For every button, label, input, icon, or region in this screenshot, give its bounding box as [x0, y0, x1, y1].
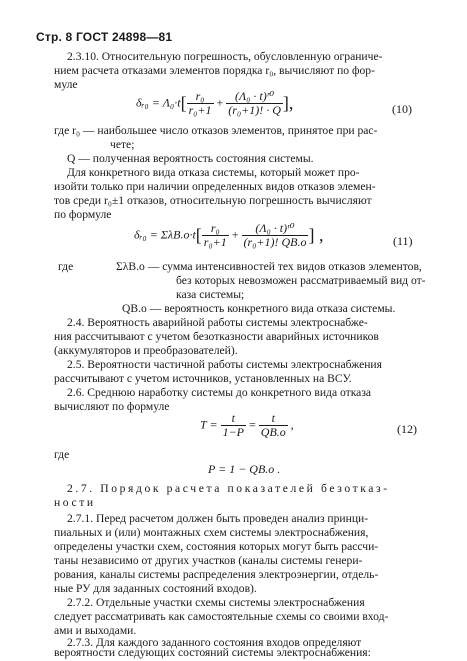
text-line: Для конкретного вида отказа системы, который может про-	[67, 166, 360, 179]
text-line: 2.7.2. Отдельные участки схемы системы электроснабжения	[67, 596, 365, 609]
formula-11: δᵣ₀ = ΣλВ.о·t[ $\frac{\text{r₀}}{\text{r₀+1}}$ + $\frac{\text{(Λ₀ · t)ʳ⁰}}{\text{(r₀+1)! QВ.о}}$ ] ,	[134, 221, 324, 249]
text-line: нием расчета отказами элементов порядка r₀, вычисляют по фор-	[54, 64, 375, 77]
section-heading: 2.7. Порядок расчета показателей безотказ-	[67, 482, 390, 495]
equation-number-12: (12)	[397, 422, 417, 436]
text-line: 2.6. Среднюю наработку системы до конкретного вида отказа	[67, 386, 372, 399]
text-line: по формуле	[54, 208, 112, 221]
text-line: Q — полученная вероятность состояния системы.	[67, 152, 314, 165]
formula-11-fraction-2: $\frac{\text{(Λ₀ · t)ʳ⁰}}{\text{(r₀+1)! QВ.о}}$	[243, 221, 307, 249]
text-line: 2.4. Вероятность аварийной работы системы электроснабже-	[67, 316, 368, 329]
text-line: 2.7.3. Для каждого заданного состояния входов определяют	[67, 636, 362, 649]
equation-number-11: (11)	[393, 234, 413, 248]
text-line: (аккумуляторов и преобразователей).	[54, 344, 238, 357]
text-line: 2.5. Вероятности частичной работы системы электроснабжения	[67, 358, 382, 371]
text-line: рассчитывают с учетом источников, установленных на ВСУ.	[54, 372, 352, 385]
text-line: где	[58, 260, 74, 273]
formula-12-fraction-1: $\frac{t}{1-P}$	[222, 411, 244, 439]
text-line: вычисляют по формуле	[54, 400, 170, 413]
text-line: чете;	[110, 138, 135, 151]
equation-number-10: (10)	[392, 102, 412, 116]
formula-10: δᵣ₀ = Λ₀·t[ $\frac{\text{r₀}}{\text{r₀+1}}$ + $\frac{\text{(Λ₀ · t)ʳ⁰}}{\text{(r₀+1)! · Q}}$ ],	[136, 89, 294, 117]
text-line: рования, каналы системы распределения электроэнергии, отдель-	[54, 568, 379, 581]
formula-10-fraction-2: $\frac{\text{(Λ₀ · t)ʳ⁰}}{\text{(r₀+1)! · Q}}$	[228, 89, 281, 117]
formula-12: T = $\frac{t}{1-P}$ = $\frac{t}{QВ.о}$ ,	[200, 411, 294, 439]
text-line: тов среди r₀±1 отказов, относительную погрешность вычисляют	[54, 194, 372, 207]
text-line: ами и выходами.	[54, 624, 137, 637]
text-line: ния рассчитывают с учетом безотказности аварийных источников	[54, 330, 379, 343]
text-line: где r₀ — наибольшее число отказов элементов, принятое при рас-	[54, 124, 378, 137]
text-line: 2.7.1. Перед расчетом должен быть проведен анализ принци-	[67, 512, 369, 525]
formula-10-lhs: δᵣ₀ = Λ₀·t	[136, 95, 181, 110]
text-line: пиальных и (или) монтажных схем системы электроснабжения,	[54, 526, 369, 539]
formula-11-lhs: δᵣ₀ = ΣλВ.о·t	[134, 227, 196, 242]
text-line: ΣλВ.о — сумма интенсивностей тех видов отказов элементов,	[116, 260, 422, 273]
formula-11-fraction-1: $\frac{\text{r₀}}{\text{r₀+1}}$	[203, 221, 227, 249]
formula-12-fraction-2: $\frac{t}{QВ.о}$	[260, 411, 286, 439]
page-header: Стр. 8 ГОСТ 24898—81	[36, 30, 173, 44]
text-line: изойти только при наличии определенных видов отказов элемен-	[54, 180, 376, 193]
text-line: следует рассматривать как самостоятельные схемы со своими вход-	[54, 610, 389, 623]
text-line: 2.3.10. Относительную погрешность, обусловленную ограниче-	[67, 50, 383, 63]
text-line: вероятности следующих состояний системы электроснабжения:	[54, 646, 371, 659]
formula-13: P = 1 − QВ.о .	[208, 462, 281, 476]
text-line: каза системы;	[176, 288, 245, 301]
formula-10-fraction-1: $\frac{\text{r₀}}{\text{r₀+1}}$	[188, 89, 212, 117]
text-line: ные РУ для заданных состояний входов).	[54, 582, 257, 595]
text-line: QВ.о — вероятность конкретного вида отказа системы.	[122, 302, 396, 315]
text-line: где	[54, 448, 70, 461]
text-line: муле	[54, 78, 78, 91]
text-line: определены участки схем, состояния которых могут быть рассчи-	[54, 540, 379, 553]
text-line: таны независимо от других участков (каналы системы генери-	[54, 554, 363, 567]
section-heading: ности	[54, 496, 96, 509]
text-line: без которых невозможен рассматриваемый вид от-	[176, 274, 426, 287]
